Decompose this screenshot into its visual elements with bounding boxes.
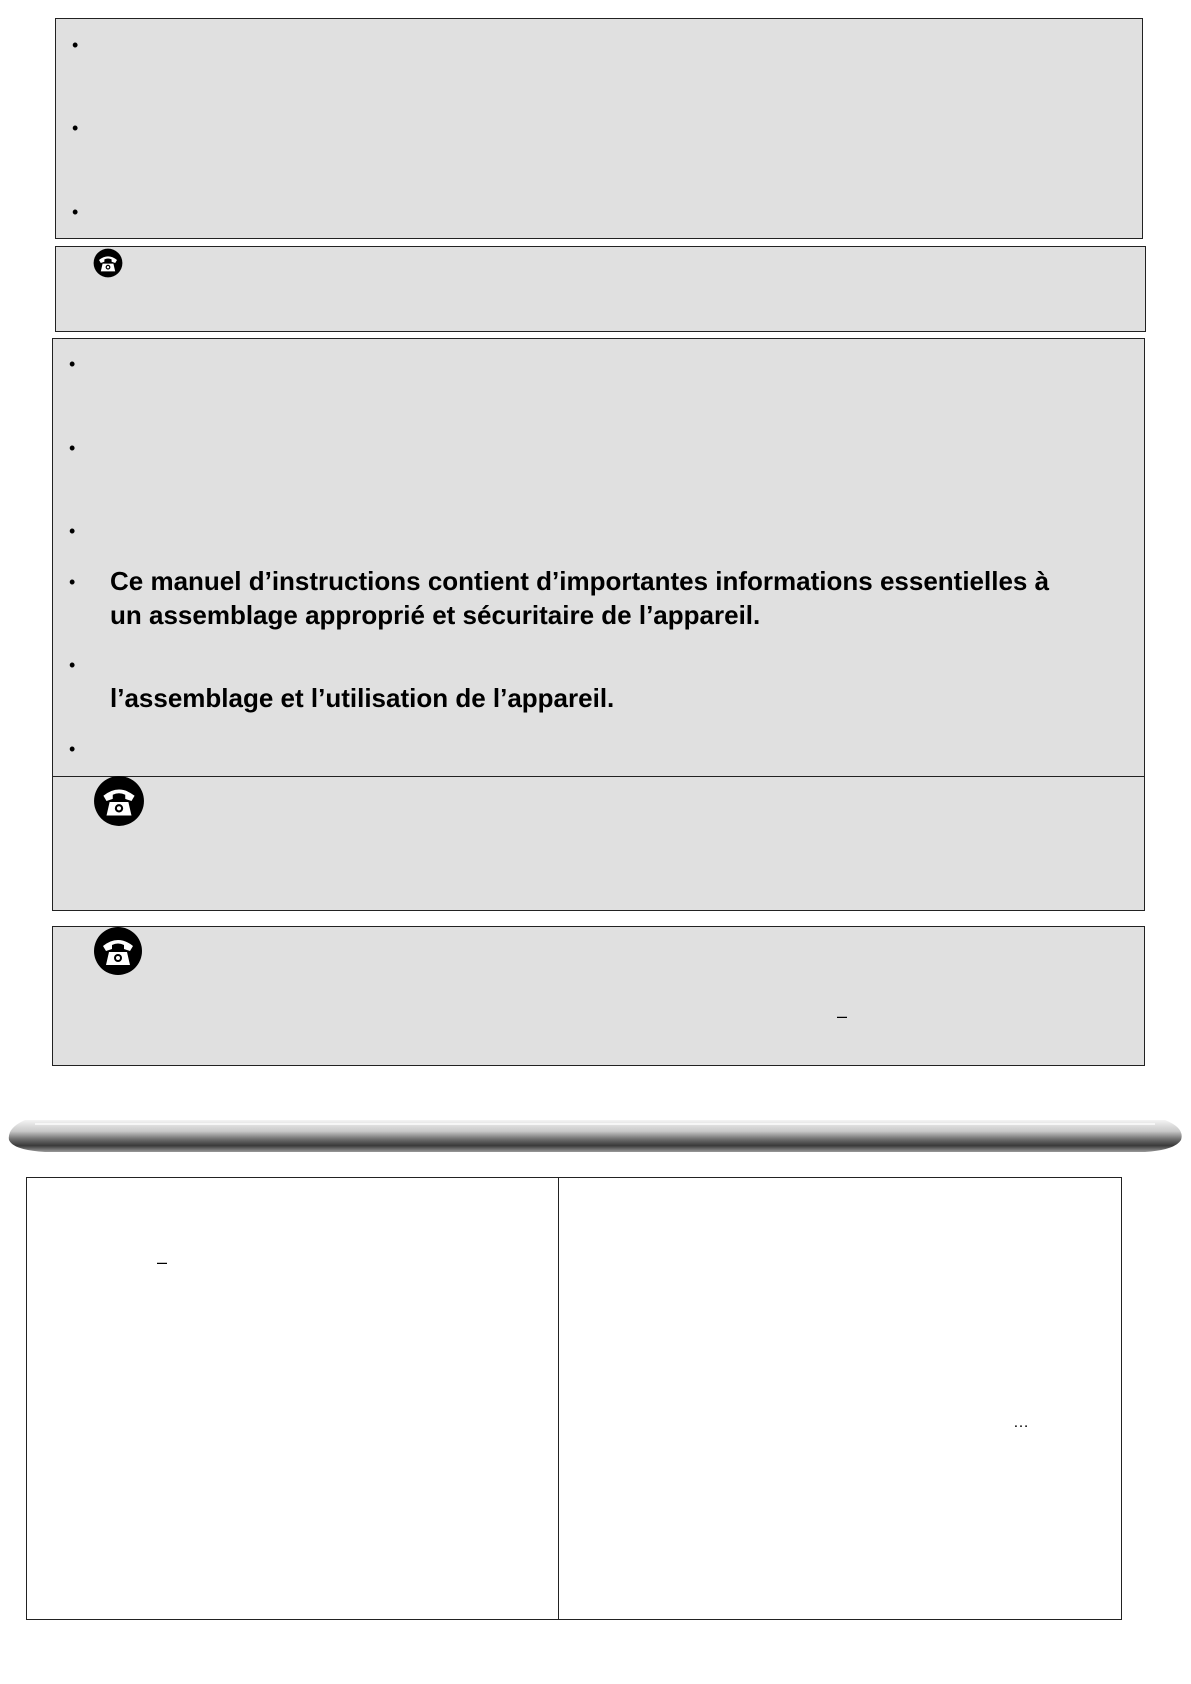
bullet: •: [69, 521, 76, 541]
bullet: •: [69, 354, 76, 374]
info-box-1: [55, 18, 1143, 239]
telephone-icon: [93, 926, 143, 976]
bullet: •: [69, 572, 76, 592]
assembly-notice-line: l’assemblage et l’utilisation de l’appareil.: [110, 683, 615, 713]
info-box-4: [52, 776, 1145, 911]
manual-notice-line-1: Ce manuel d’instructions contient d’importantes informations essentielles à: [110, 566, 1050, 596]
telephone-icon: [93, 775, 145, 827]
bullet: •: [72, 35, 79, 55]
info-box-2: [55, 246, 1146, 332]
telephone-icon: [93, 248, 123, 278]
info-box-5: [52, 926, 1145, 1066]
bullet: •: [69, 438, 76, 458]
bullet: •: [69, 739, 76, 759]
table-column-divider: [558, 1177, 559, 1620]
dash-mark: –: [837, 1006, 848, 1026]
bullet: •: [72, 118, 79, 138]
bullet: •: [69, 655, 76, 675]
bullet: •: [72, 202, 79, 222]
ellipsis-mark: …: [1013, 1414, 1029, 1431]
specs-table: [26, 1177, 1122, 1620]
section-banner: [5, 1116, 1185, 1158]
manual-notice-line-2: un assemblage approprié et sécuritaire de l’appareil.: [110, 600, 761, 630]
dash-mark: –: [157, 1252, 168, 1272]
